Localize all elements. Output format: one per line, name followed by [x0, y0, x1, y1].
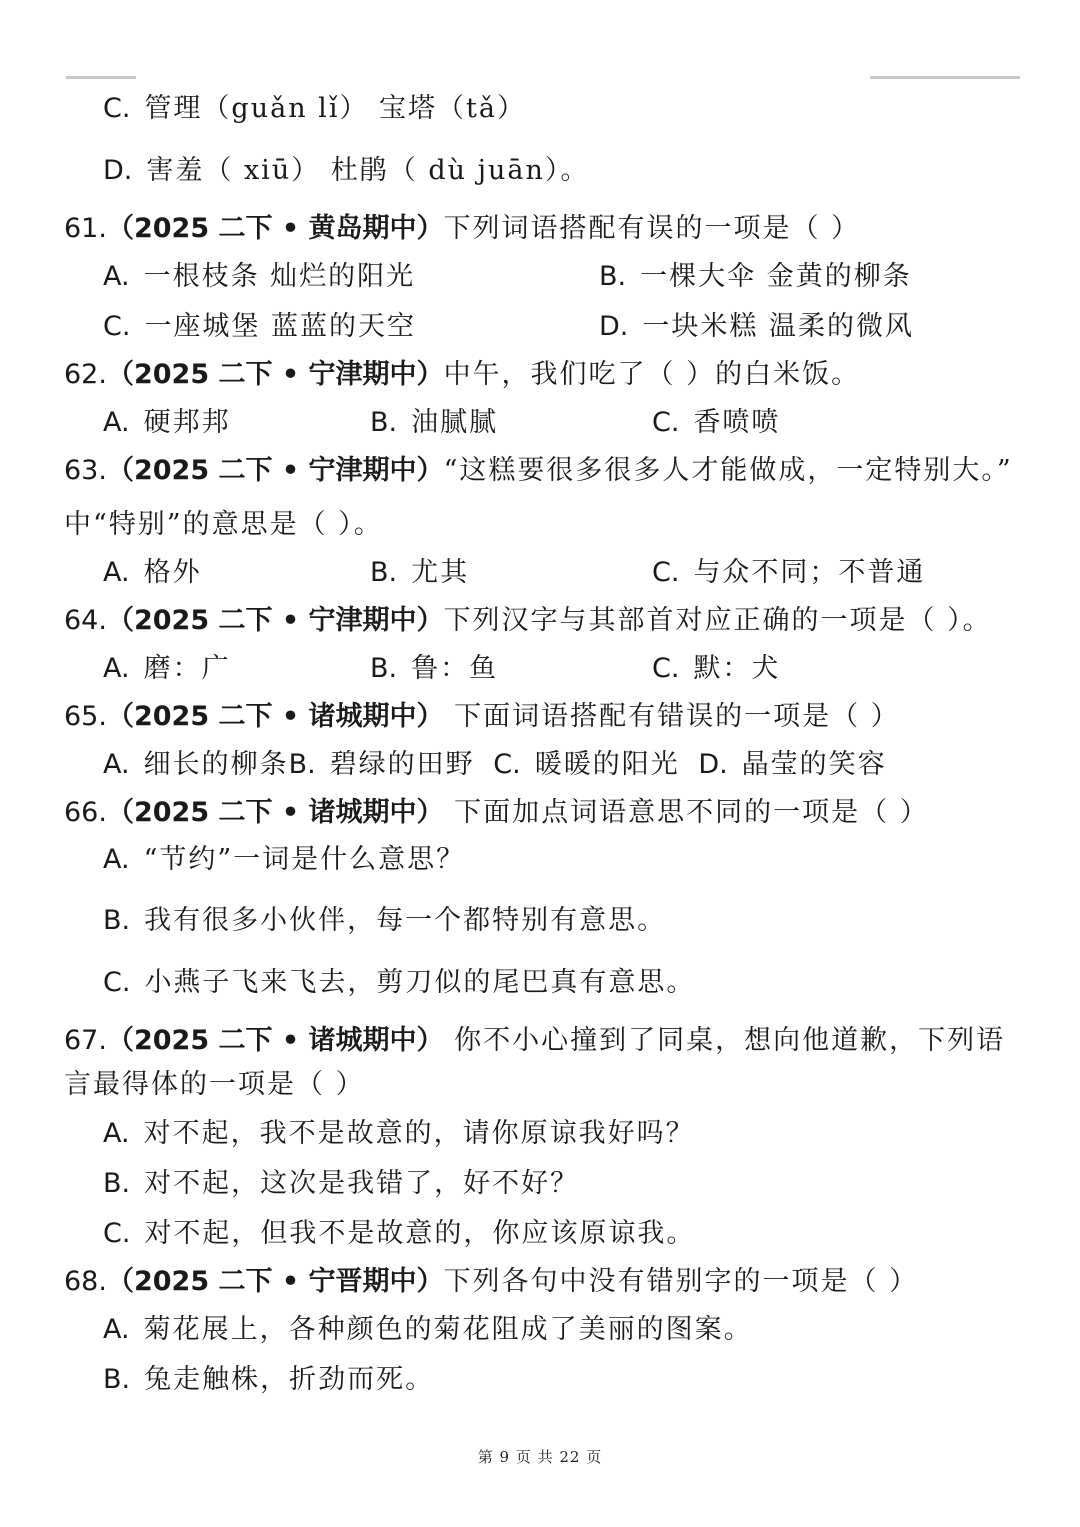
q61-option-d: D. 一块米糕 温柔的微风 [599, 311, 914, 342]
top-edge-mark-right [870, 76, 1020, 79]
question-68-stem: 68.（2025 二下 • 宁晋期中）下列各句中没有错别字的一项是（ ） [64, 1266, 919, 1297]
q62-option-a: A. 硬邦邦 [103, 407, 231, 438]
q62-option-b: B. 油腻腻 [370, 407, 499, 438]
question-65-stem: 65.（2025 二下 • 诸城期中） 下面词语搭配有错误的一项是（ ） [64, 701, 900, 732]
q64-option-c: C. 默：犬 [652, 653, 781, 684]
q61-option-c: C. 一座城堡 蓝蓝的天空 [103, 311, 417, 342]
q67-option-c: C. 对不起，但我不是故意的，你应该原谅我。 [103, 1218, 696, 1249]
q63-option-a: A. 格外 [103, 557, 202, 588]
question-67-stem: 67.（2025 二下 • 诸城期中） 你不小心撞到了同桌，想向他道歉，下列语 [64, 1025, 1006, 1056]
q62-option-c: C. 香喷喷 [652, 407, 781, 438]
question-67-stem-continued: 言最得体的一项是（ ） [64, 1069, 365, 1100]
q60-option-c: C. 管理（guǎn lǐ） 宝塔（tǎ） [103, 93, 526, 124]
q61-option-a: A. 一根枝条 灿烂的阳光 [103, 261, 416, 292]
q66-option-b: B. 我有很多小伙伴，每一个都特别有意思。 [103, 905, 667, 936]
q66-option-a: A. “节约”一词是什么意思？ [103, 844, 466, 875]
q64-option-b: B. 鲁：鱼 [370, 653, 499, 684]
q68-option-a: A. 菊花展上，各种颜色的菊花阻成了美丽的图案。 [103, 1314, 753, 1345]
question-64-stem: 64.（2025 二下 • 宁津期中）下列汉字与其部首对应正确的一项是（ ）。 [64, 605, 992, 636]
question-62-stem: 62.（2025 二下 • 宁津期中）中午，我们吃了（ ）的白米饭。 [64, 359, 861, 390]
question-63-stem-continued: 中“特别”的意思是（ ）。 [64, 509, 383, 540]
q68-option-b: B. 兔走触株，折劲而死。 [103, 1364, 435, 1395]
q66-option-c: C. 小燕子飞来飞去，剪刀似的尾巴真有意思。 [103, 967, 696, 998]
q61-option-b: B. 一棵大伞 金黄的柳条 [599, 261, 912, 292]
q60-option-d: D. 害羞（ xiū） 杜鹃（ dù juān）。 [103, 155, 590, 186]
q64-option-a: A. 磨：广 [103, 653, 231, 684]
q65-options-row: A. 细长的柳条B. 碧绿的田野 C. 暖暖的阳光 D. 晶莹的笑容 [103, 749, 887, 780]
top-edge-mark-left [66, 76, 136, 79]
question-66-stem: 66.（2025 二下 • 诸城期中） 下面加点词语意思不同的一项是（ ） [64, 797, 929, 828]
q63-option-c: C. 与众不同；不普通 [652, 557, 926, 588]
q63-option-b: B. 尤其 [370, 557, 470, 588]
page-number-footer: 第 9 页 共 22 页 [477, 1448, 603, 1466]
q67-option-a: A. 对不起，我不是故意的，请你原谅我好吗？ [103, 1118, 695, 1149]
question-61-stem: 61.（2025 二下 • 黄岛期中）下列词语搭配有误的一项是（ ） [64, 213, 861, 244]
q67-option-b: B. 对不起，这次是我错了，好不好？ [103, 1168, 580, 1199]
question-63-stem: 63.（2025 二下 • 宁津期中）“这糕要很多很多人才能做成，一定特别大。” [64, 455, 1013, 486]
